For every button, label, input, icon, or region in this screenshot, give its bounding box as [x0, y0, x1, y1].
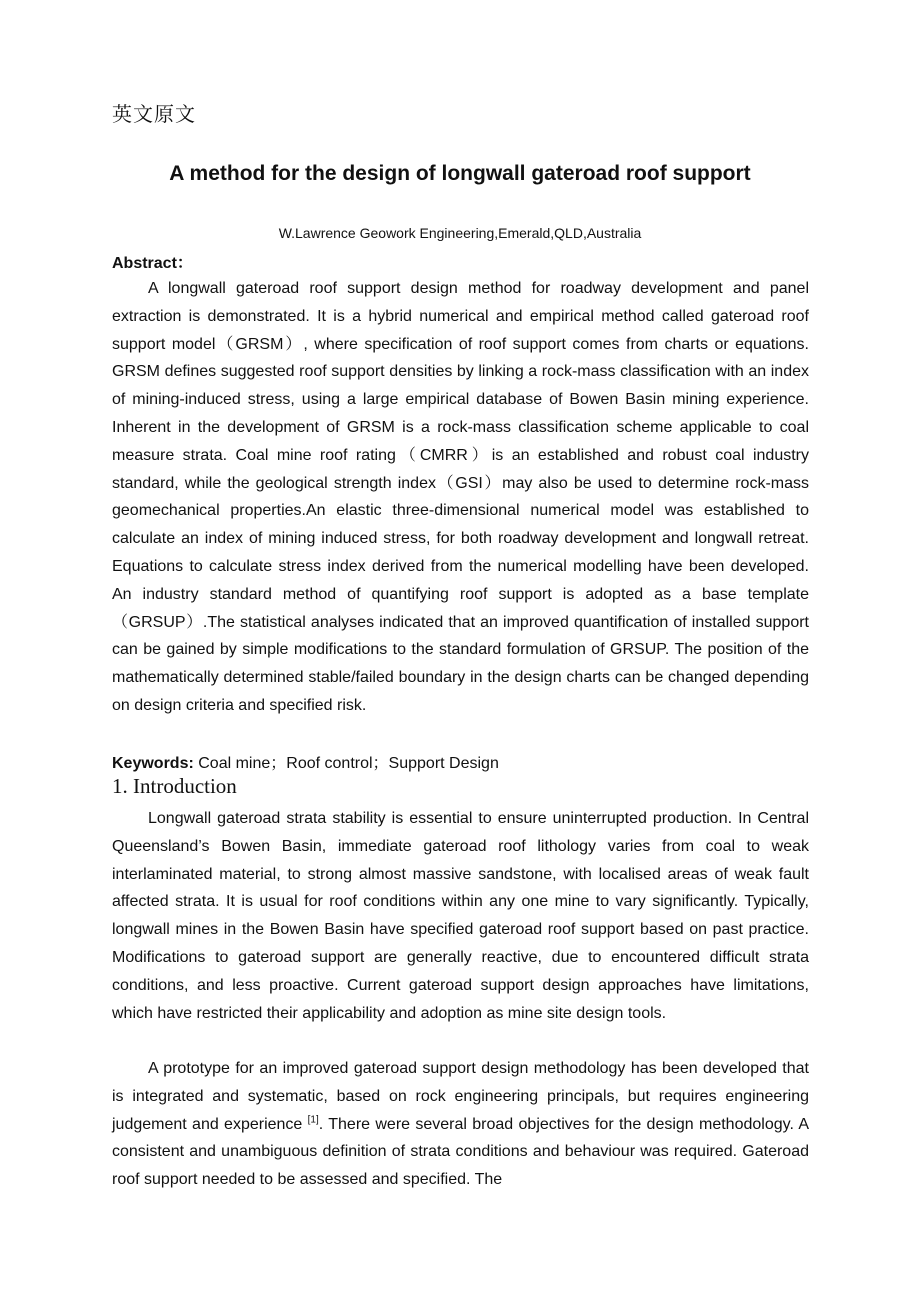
paper-title: A method for the design of longwall gateroad roof support [169, 162, 751, 185]
intro-paragraph-2-start: A prototype for an improved gateroad support design methodology has been developed that is integrated and systematic, based on rock engineering principals, but requires engineering judgement and experience [112, 1060, 809, 1133]
keywords-label: Keywords: [112, 755, 194, 772]
section-heading: 1. Introduction [112, 774, 237, 798]
chinese-heading: 英文原文 [112, 102, 196, 126]
intro-paragraph-2-end: . There were several broad objectives for the design methodology. A consistent and unambiguous definition of strata conditions and behaviour was required. Gateroad roof support needed to be assessed and specified. The [112, 1115, 809, 1189]
keywords-text: Coal mine；Roof control；Support Design [198, 755, 499, 772]
keywords-line [112, 750, 499, 773]
intro-paragraph-1: Longwall gateroad strata stability is essential to ensure uninterrupted production. In Central Queensland’s Bowen Basin, immediate gateroad roof lithology varies from coal to weak interlaminated material, to strong almost massive sandstone, with localised areas of weak fault affected strata. It is usual for roof conditions within any one mine to vary significantly. Typically, longwall mines in the Bowen Basin have specified gateroad roof support based on past practice. Modifications to gateroad support are generally reactive, due to encountered difficult strata conditions, and less proactive. Current gateroad support design approaches have limitations, which have restricted their applicability and adoption as mine site design tools. [112, 810, 809, 1022]
author-line: W.Lawrence Geowork Engineering,Emerald,QLD,Australia [278, 225, 642, 241]
abstract-label: Abstract： [112, 255, 193, 272]
intro-paragraph-2 [112, 1055, 809, 1194]
abstract-text: A longwall gateroad roof support design method for roadway development and panel extraction is demonstrated. It is a hybrid numerical and empirical method called gateroad roof support model（GRSM）, where specification of roof support comes from charts or equations. GRSM defines suggested roof support densities by linking a rock-mass classification with an index of mining-induced stress, using a large empirical database of Bowen Basin mining experience. Inherent in the development of GRSM is a rock-mass classification scheme applicable to coal measure strata. Coal mine roof rating（CMRR）is an established and robust coal industry standard, while the geological strength index（GSI）may also be used to determine rock-mass geomechanical properties.An elastic three-dimensional numerical model was established to calculate an index of mining induced stress, for both roadway development and longwall retreat. Equations to calculate stress index derived from the numerical modelling have been developed. An industry standard method of quantifying roof support is adopted as a base template（GRSUP）.The statistical analyses indicated that an improved quantification of installed support can be gained by simple modifications to the standard formulation of GRSUP. The position of the mathematically determined stable/failed boundary in the design charts can be changed depending on design criteria and specified risk. [112, 280, 809, 714]
citation-marker: [1] [307, 1114, 319, 1126]
